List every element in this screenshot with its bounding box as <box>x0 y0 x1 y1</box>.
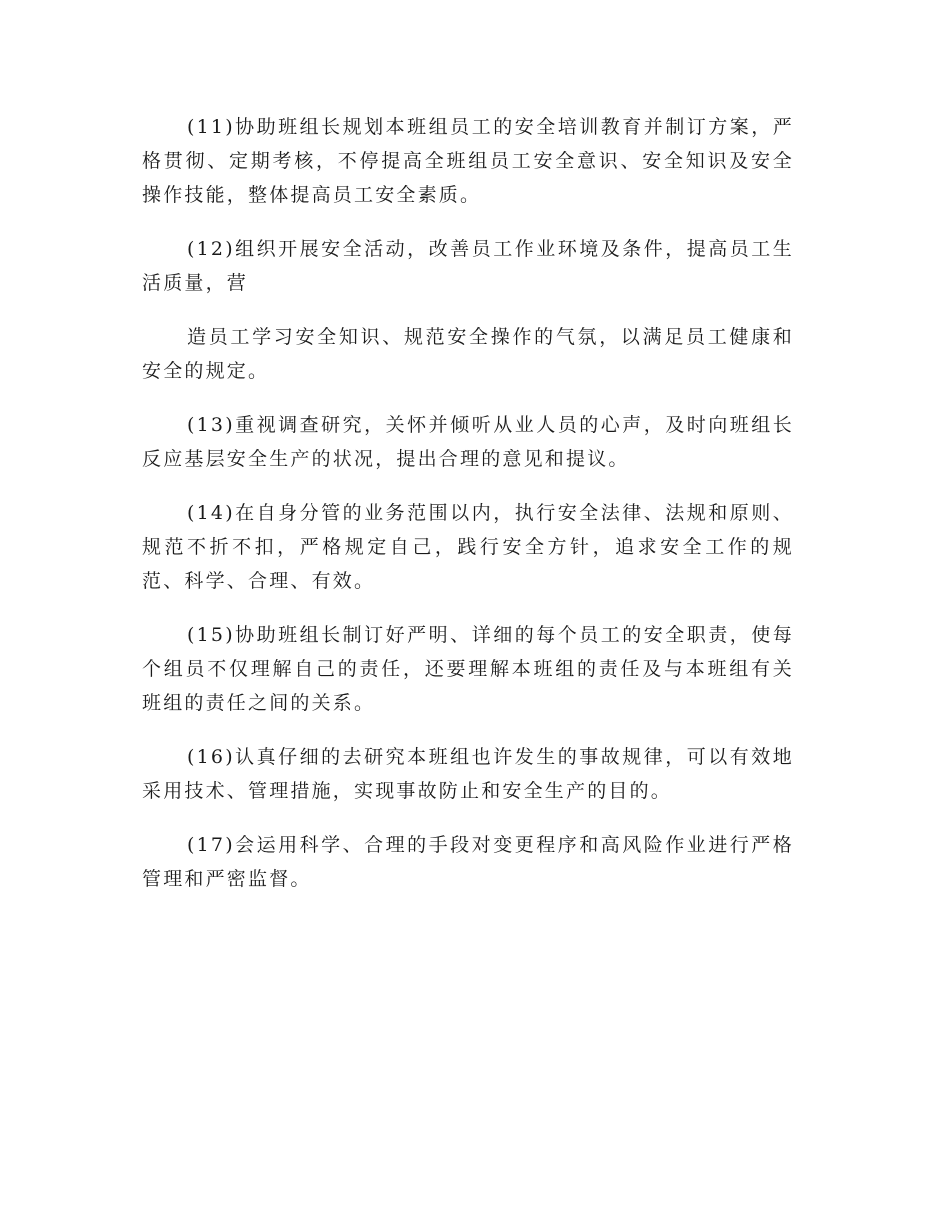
paragraph-15: (15)协助班组长制订好严明、详细的每个员工的安全职责，使每个组员不仅理解自己的责任，还要理解本班组的责任及与本班组有关班组的责任之间的关系。 <box>142 624 794 714</box>
document-body <box>142 110 794 916</box>
paragraph-12: (12)组织开展安全活动，改善员工作业环境及条件，提高员工生活质量，营 <box>142 238 794 294</box>
paragraph-12-continued: 造员工学习安全知识、规范安全操作的气氛，以满足员工健康和安全的规定。 <box>142 326 794 382</box>
paragraph-14: (14)在自身分管的业务范围以内，执行安全法律、法规和原则、规范不折不扣，严格规定自己，践行安全方针，追求安全工作的规范、科学、合理、有效。 <box>142 502 794 592</box>
paragraph-13: (13)重视调查研究，关怀并倾听从业人员的心声，及时向班组长反应基层安全生产的状况，提出合理的意见和提议。 <box>142 414 794 470</box>
paragraph-11: (11)协助班组长规划本班组员工的安全培训教育并制订方案，严格贯彻、定期考核，不停提高全班组员工安全意识、安全知识及安全操作技能，整体提高员工安全素质。 <box>142 116 794 206</box>
paragraph-16: (16)认真仔细的去研究本班组也许发生的事故规律，可以有效地采用技术、管理措施，实现事故防止和安全生产的目的。 <box>142 746 794 802</box>
paragraph-17: (17)会运用科学、合理的手段对变更程序和高风险作业进行严格管理和严密监督。 <box>142 834 794 890</box>
